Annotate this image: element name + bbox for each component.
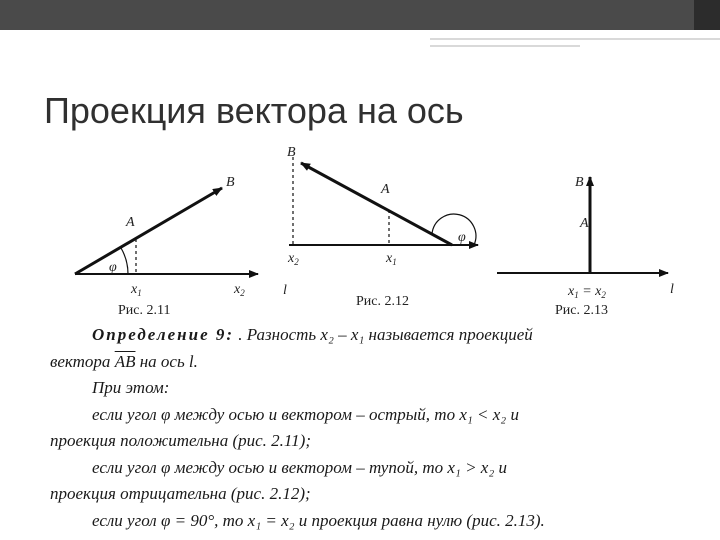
label-x1-equals-x2: $x_1 = x_2$ — [568, 284, 606, 300]
label-axis-l: l — [670, 282, 674, 297]
definition-block — [50, 322, 670, 534]
label-b: B — [575, 175, 584, 190]
label-a: A — [580, 216, 589, 231]
label-a: A — [126, 215, 135, 230]
label-x1: $x_1$ — [131, 282, 142, 298]
label-x1: $x_1$ — [386, 251, 397, 267]
definition-line-1: Определение 9: . Разность x₂ – x₁ называется проекцией — [92, 325, 533, 344]
caption-fig-2-12: Рис. 2.12 — [356, 294, 409, 309]
label-x2: $x_2$ — [234, 282, 245, 298]
figure-2-11 — [75, 175, 258, 318]
label-phi: φ — [109, 260, 117, 275]
angle-arc — [121, 248, 128, 274]
slide-title: Проекция вектора на ось — [44, 90, 464, 131]
definition-line-3: При этом: — [92, 378, 170, 397]
caption-fig-2-13: Рис. 2.13 — [555, 303, 608, 318]
label-b: B — [287, 145, 296, 160]
angle-arc — [432, 214, 476, 245]
label-phi: φ — [458, 230, 466, 245]
definition-line-8: если угол φ = 90°, то x₁ = x₂ и проекция равна нулю (рис. 2.13). — [92, 510, 545, 530]
label-axis-l: l — [283, 283, 287, 298]
caption-fig-2-11: Рис. 2.11 — [118, 303, 171, 318]
vector-notation: $\overline{AB}$ — [114, 351, 136, 371]
figure-2-12 — [283, 145, 478, 309]
definition-line-5: проекция положительна (рис. 2.11); — [50, 431, 311, 450]
label-x2: $x_2$ — [288, 251, 299, 267]
vector-ab — [75, 188, 222, 274]
definition-line-7: проекция отрицательна (рис. 2.12); — [50, 484, 311, 503]
definition-line-2: вектора $\overline{AB}$ на ось l. — [50, 351, 198, 371]
definition-line-4: если угол φ между осью и вектором – острый, то x₁ < x₂ и — [92, 404, 519, 424]
definition-line-6: если угол φ между осью и вектором – тупой, то x₁ > x₂ и — [92, 457, 508, 477]
figure-2-13 — [497, 175, 674, 318]
label-a: A — [381, 182, 390, 197]
definition-term: Определение 9: — [92, 325, 235, 344]
label-b: B — [226, 175, 235, 190]
vector-ab — [301, 163, 452, 245]
